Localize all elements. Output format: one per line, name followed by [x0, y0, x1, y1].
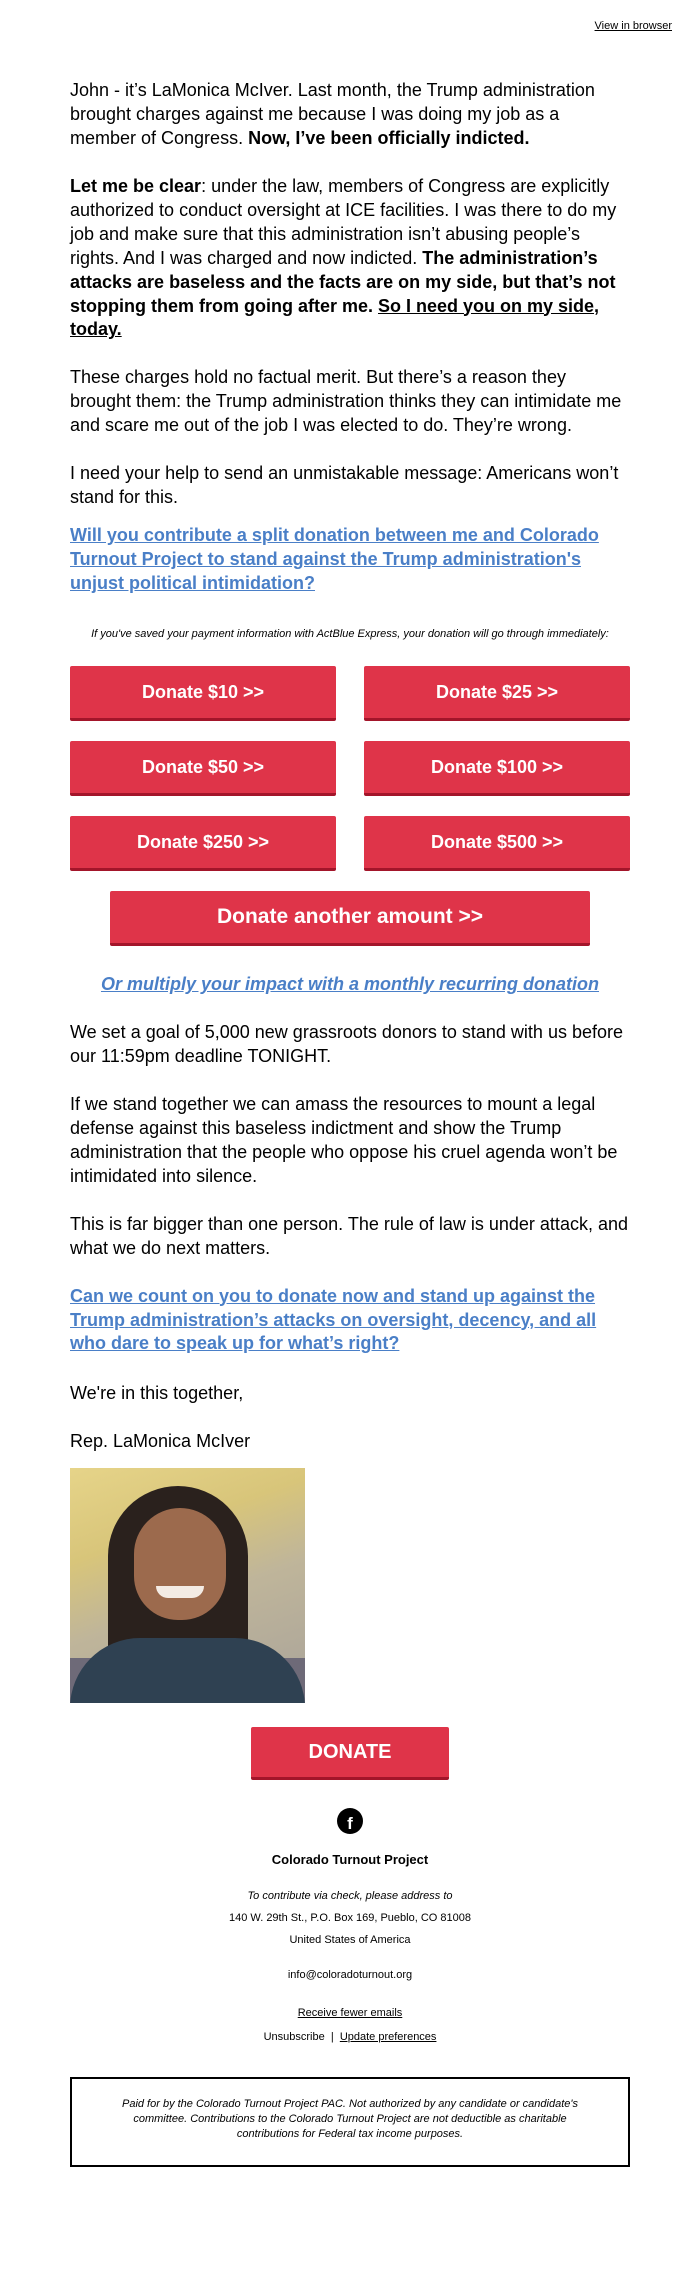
photo-smile [156, 1586, 204, 1598]
actblue-express-note: If you've saved your payment information with ActBlue Express, your donation will go through immediately: [91, 627, 609, 640]
update-preferences-link[interactable]: Update preferences [339, 2031, 437, 2044]
split-donation-link[interactable]: Will you contribute a split donation between me and Colorado Turnout Project to stand against the Trump administration's unjust political intimidation? [70, 525, 599, 593]
intro-bold: Now, I’ve been officially indicted. [248, 127, 530, 148]
donate-other-amount-button[interactable]: Donate another amount >> [110, 891, 590, 946]
paragraph-rule-of-law: This is far bigger than one person. The rule of law is under attack, and what we do next matters. [70, 1213, 628, 1258]
paragraph-together: If we stand together we can amass the resources to mount a legal defense against this baseless indictment and show the Trump administration that the people who oppose his cruel agenda won’t be intimidated into silence. [70, 1093, 618, 1186]
photo-face [134, 1508, 226, 1620]
top-bar [595, 20, 672, 32]
photo-shirt [70, 1638, 305, 1703]
clear-text: : under the law, members of Congress are explicitly authorized to conduct oversight at ICE facilities. I was there to do my job and make sure that this administration isn’t abusing people’s rights. And I was charged and now indicted. [70, 175, 617, 268]
facebook-glyph: f [347, 1814, 353, 1834]
monthly-donation-link[interactable]: Or multiply your impact with a monthly recurring donation [100, 974, 600, 995]
view-in-browser-link[interactable]: View in browser [594, 20, 672, 32]
disclaimer-box: Paid for by the Colorado Turnout Project PAC. Not authorized by any candidate or candidate's committee. Contributions to the Colorado Turnout Project are not deductible as charitable contributions for Federal tax income purposes. [70, 2077, 630, 2167]
clear-underline: So I need you on my side, today. [70, 295, 600, 340]
fewer-emails-link[interactable]: Receive fewer emails [297, 2007, 403, 2020]
donate-500-button[interactable]: Donate $500 >> [364, 816, 630, 871]
paragraph-clear [70, 175, 630, 343]
donate-100-button[interactable]: Donate $100 >> [364, 741, 630, 796]
candidate-photo [70, 1468, 305, 1703]
donate-250-button[interactable]: Donate $250 >> [70, 816, 336, 871]
clear-bold: The administration’s attacks are baseless and the facts are on my side, but that’s not stopping them from going after me. [70, 247, 616, 316]
contact-email: info@coloradoturnout.org [287, 1969, 413, 1982]
subscription-links [70, 2031, 630, 2043]
facebook-icon[interactable] [337, 1808, 363, 1834]
donate-button-grid [70, 666, 630, 871]
mailing-address [70, 1885, 630, 1951]
unsubscribe-link[interactable]: Unsubscribe [263, 2031, 325, 2044]
signature: Rep. LaMonica McIver [70, 1431, 251, 1452]
donate-10-button[interactable]: Donate $10 >> [70, 666, 336, 721]
check-note: To contribute via check, please address to [247, 1890, 453, 1903]
paragraph-charges: These charges hold no factual merit. But there’s a reason they brought them: the Trump administration thinks they can intimidate me and scare me out of the job I was elected to do. They’re wrong. [70, 367, 622, 436]
paragraph-goal: We set a goal of 5,000 new grassroots donors to stand with us before our 11:59pm deadline TONIGHT. [70, 1022, 623, 1066]
closing-line: We're in this together, [70, 1383, 244, 1404]
country: United States of America [289, 1934, 411, 1947]
clear-lead: Let me be clear [70, 175, 202, 196]
email-body [70, 79, 630, 2167]
donate-25-button[interactable]: Donate $25 >> [364, 666, 630, 721]
donate-main-button[interactable]: DONATE [251, 1727, 449, 1780]
paragraph-help: I need your help to send an unmistakable message: Americans won’t stand for this. [70, 463, 619, 508]
address-line: 140 W. 29th St., P.O. Box 169, Pueblo, CO 81008 [229, 1912, 471, 1925]
paragraph-intro [70, 79, 630, 151]
intro-text: John - it’s LaMonica McIver. Last month, the Trump administration brought charges against me because I was doing my job as a member of Congress. [70, 80, 595, 148]
monthly-donation [70, 974, 630, 995]
org-name: Colorado Turnout Project [271, 1852, 429, 1868]
donate-50-button[interactable]: Donate $50 >> [70, 741, 336, 796]
fewer-emails-row [70, 2007, 630, 2019]
link-separator: | [330, 2031, 334, 2044]
count-on-you-link[interactable]: Can we count on you to donate now and stand up against the Trump administration’s attacks on oversight, decency, and all who dare to speak up for what’s right? [70, 1285, 597, 1354]
